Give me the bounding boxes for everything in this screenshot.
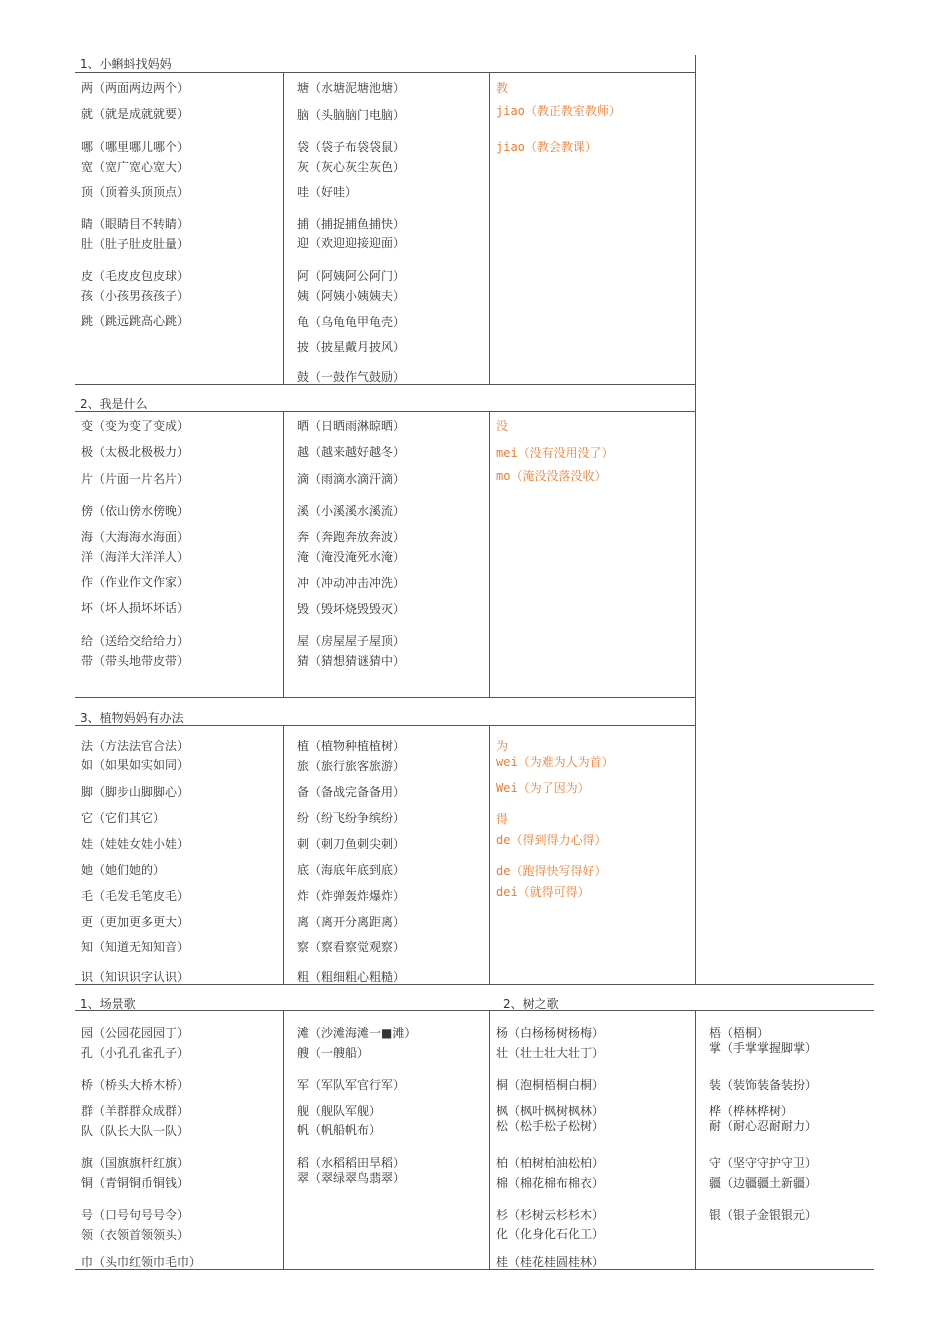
word-entry: 号（口号句号号令） [81,1208,190,1222]
word-entry: 旗（国旗旗杆红旗） [81,1156,190,1170]
word-entry: 洋（海洋大洋洋人） [81,550,190,564]
word-entry: 极（太极北极极力） [81,445,190,459]
word-entry: 坏（坏人损坏坏话） [81,601,190,615]
rule-lesson3-top [75,697,696,698]
rule-col-b-l2 [489,411,490,697]
word-entry: 化（化身化石化工） [496,1227,605,1241]
word-entry: 作（作业作文作家） [81,575,190,589]
word-entry: 识（知识识字认识） [81,970,190,984]
rule-right [695,55,696,984]
word-entry: 就（就是成就就要） [81,107,190,121]
word-entry: 疆（边疆疆土新疆） [709,1176,818,1190]
word-entry: 耐（耐心忍耐耐力） [709,1119,818,1133]
word-entry: 植（植物种植植树） [297,739,406,753]
rule-col-b-s4 [489,1010,490,1269]
word-entry: 艘（一艘船） [297,1046,370,1060]
word-entry: 铜（青铜铜币铜钱） [81,1176,190,1190]
word-entry: 法（方法法官合法） [81,739,190,753]
word-entry: 她（她们她的） [81,863,166,877]
lesson-title: 1、场景歌 [80,997,136,1011]
word-entry: 舰（舰队军舰） [297,1104,382,1118]
word-entry: 枫（枫叶枫树枫林） [496,1104,605,1118]
word-entry: 淹（淹没淹死水淹） [297,550,406,564]
rule-section4-header [75,1010,874,1011]
word-entry: 掌（手掌掌握脚掌） [709,1041,818,1055]
rule-col-a-l2 [283,411,284,697]
word-entry: 屋（房屋屋子屋顶） [297,634,406,648]
lesson-title: 2、我是什么 [80,397,148,411]
word-entry: 银（银子金银银元） [709,1208,818,1222]
word-entry: 袋（袋子布袋袋鼠） [297,140,406,154]
word-entry: 松（松手松子松树） [496,1119,605,1133]
word-entry: 阿（阿姨阿公阿门） [297,269,406,283]
word-entry: 灰（灰心灰尘灰色） [297,160,406,174]
word-entry: 离（离开分离距离） [297,915,406,929]
word-entry: 园（公园花园园丁） [81,1026,190,1040]
rule-col-a-l3 [283,725,284,984]
polyphone-reading: de（得到得力心得） [496,833,607,847]
word-entry: 皮（毛皮皮包皮球） [81,269,190,283]
word-entry: 脑（头脑脑门电脑） [297,108,406,122]
word-entry: 带（带头地带皮带） [81,654,190,668]
word-entry: 片（片面一片名片） [81,472,190,486]
word-entry: 军（军队军官行军） [297,1078,406,1092]
rule-col-a-l1 [283,72,284,384]
word-entry: 毛（毛发毛笔皮毛） [81,889,190,903]
polyphone-reading: de（跑得快写得好） [496,864,607,878]
word-entry: 如（如果如实如同） [81,758,190,772]
word-entry: 脚（脚步山脚脚心） [81,785,190,799]
word-entry: 两（两面两边两个） [81,81,190,95]
word-entry: 宽（宽广宽心宽大） [81,160,190,174]
rule-col-a-s4 [283,1010,284,1269]
lesson-title: 3、植物妈妈有办法 [80,711,184,725]
word-entry: 冲（冲动冲击冲洗） [297,576,406,590]
polyphone-reading: dei（就得可得） [496,885,590,899]
word-entry: 给（送给交给给力） [81,634,190,648]
word-entry: 棉（棉花棉布棉衣） [496,1176,605,1190]
word-entry: 傍（依山傍水傍晚） [81,504,190,518]
word-entry: 迎（欢迎迎接迎面） [297,236,406,250]
word-entry: 巾（头巾红领巾毛巾） [81,1255,202,1269]
word-entry: 滴（雨滴水滴汗滴） [297,472,406,486]
word-entry: 桥（桥头大桥木桥） [81,1078,190,1092]
word-entry: 桂（桂花桂圆桂林） [496,1255,605,1269]
rule-top [75,72,696,73]
word-entry: 装（装饰装备装扮） [709,1078,818,1092]
word-entry: 鼓（一鼓作气鼓励） [297,370,406,384]
rule-col-b-l3 [489,725,490,984]
word-entry: 柏（柏树柏油松柏） [496,1156,605,1170]
word-entry: 梧（梧桐） [709,1026,770,1040]
word-entry: 桐（泡桐梧桐白桐） [496,1078,605,1092]
rule-lesson2-top [75,384,696,385]
polyphone-char: 没 [496,419,509,433]
word-entry: 桦（桦林桦树） [709,1104,794,1118]
word-entry: 晒（日晒雨淋晾晒） [297,419,406,433]
word-entry: 龟（乌龟龟甲龟壳） [297,315,406,329]
word-entry: 炸（炸弹轰炸爆炸） [297,889,406,903]
word-entry: 孩（小孩男孩孩子） [81,289,190,303]
word-entry: 翠（翠绿翠鸟翡翠） [297,1171,406,1185]
word-entry: 守（坚守守护守卫） [709,1156,818,1170]
word-entry: 猜（猜想猜谜猜中） [297,654,406,668]
word-entry: 杉（杉树云杉杉木） [496,1208,605,1222]
polyphone-reading: Wei（为了因为） [496,781,590,795]
polyphone-char: 为 [496,739,509,753]
rule-lesson3-header [75,725,696,726]
rule-col-b-l1 [489,72,490,384]
word-entry: 肚（肚子肚皮肚量） [81,237,190,251]
polyphone-reading: mei（没有没用没了） [496,446,614,460]
polyphone-reading: mo（淹没没落没收） [496,469,607,483]
word-entry: 帆（帆船帆布） [297,1123,382,1137]
word-entry: 哪（哪里哪儿哪个） [81,140,190,154]
lesson-title: 2、树之歌 [503,997,559,1011]
word-entry: 毁（毁坏烧毁毁灭） [297,602,406,616]
word-entry: 孔（小孔孔雀孔子） [81,1046,190,1060]
word-entry: 纷（纷飞纷争缤纷） [297,811,406,825]
word-entry: 顶（顶着头顶顶点） [81,185,190,199]
word-entry: 披（披星戴月披风） [297,340,406,354]
word-entry: 捕（捕捉捕鱼捕快） [297,217,406,231]
word-entry: 队（队长大队一队） [81,1124,190,1138]
word-entry: 滩（沙滩海滩一■滩） [297,1026,417,1040]
word-entry: 杨（白杨杨树杨梅） [496,1026,605,1040]
word-entry: 知（知道无知知音） [81,940,190,954]
word-entry: 溪（小溪溪水溪流） [297,504,406,518]
word-entry: 睛（眼睛目不转睛） [81,217,190,231]
word-entry: 旅（旅行旅客旅游） [297,759,406,773]
word-entry: 领（衣领首领领头） [81,1228,190,1242]
word-entry: 海（大海海水海面） [81,530,190,544]
word-entry: 越（越来越好越冬） [297,445,406,459]
rule-section4-top [75,984,874,985]
polyphone-char: 教 [496,81,509,95]
word-entry: 粗（粗细粗心粗糙） [297,970,406,984]
word-entry: 备（备战完备备用） [297,785,406,799]
word-entry: 娃（娃娃女娃小娃） [81,837,190,851]
word-entry: 哇（好哇） [297,185,358,199]
word-entry: 跳（跳远跳高心跳） [81,314,190,328]
word-entry: 塘（水塘泥塘池塘） [297,81,406,95]
word-entry: 姨（阿姨小姨姨夫） [297,289,406,303]
polyphone-char: 得 [496,812,509,826]
word-entry: 它（它们其它） [81,811,166,825]
polyphone-reading: jiao（教正教室教师） [496,104,621,118]
word-entry: 更（更加更多更大） [81,915,190,929]
word-entry: 群（羊群群众成群） [81,1104,190,1118]
word-entry: 变（变为变了变成） [81,419,190,433]
word-entry: 底（海底年底到底） [297,863,406,877]
word-entry: 奔（奔跑奔放奔波） [297,530,406,544]
word-entry: 壮（壮士壮大壮丁） [496,1046,605,1060]
rule-lesson2-header [75,411,696,412]
word-entry: 察（察看察觉观察） [297,940,406,954]
polyphone-reading: wei（为难为人为首） [496,755,614,769]
word-entry: 稻（水稻稻田旱稻） [297,1156,406,1170]
rule-col-c-s4 [695,1010,696,1269]
word-entry: 刺（刺刀鱼刺尖刺） [297,837,406,851]
rule-bottom [75,1269,874,1270]
lesson-title: 1、小蝌蚪找妈妈 [80,57,172,71]
polyphone-reading: jiao（教会教课） [496,140,597,154]
